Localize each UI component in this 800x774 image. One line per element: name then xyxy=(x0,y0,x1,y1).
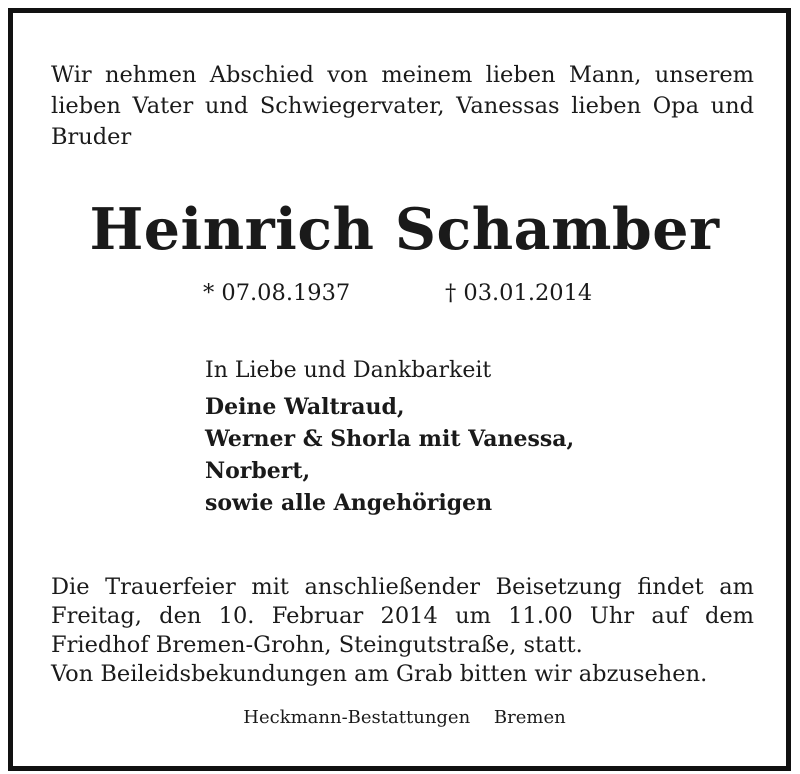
condolence-request: Von Beileidsbekundungen am Grab bitten wir abzusehen. xyxy=(51,661,708,687)
mourners-block xyxy=(205,355,574,519)
mourner-name: sowie alle Angehörigen xyxy=(205,490,493,516)
greeting: In Liebe und Dankbarkeit xyxy=(205,358,492,383)
funeral-details: Die Trauerfeier mit anschließender Beisetzung findet am Freitag, den 10. Februar 2014 um 11.00 Uhr auf dem Friedhof Bremen-Grohn, Steingutstraße, statt. xyxy=(51,574,754,658)
mourner-list xyxy=(205,391,574,519)
death-date: † 03.01.2014 xyxy=(445,280,593,306)
undertaker-city: Bremen xyxy=(493,707,566,728)
undertaker-footer xyxy=(13,705,796,731)
intro-text: Wir nehmen Abschied von meinem lieben Mann, unserem lieben Vater und Schwiegervater, Vanessas lieben Opa und Bruder xyxy=(51,62,754,150)
mourner-name: Deine Waltraud, xyxy=(205,394,405,420)
birth-date: * 07.08.1937 xyxy=(203,280,351,306)
funeral-info xyxy=(51,573,754,689)
mourner-name: Werner & Shorla mit Vanessa, xyxy=(205,426,575,452)
obituary-frame xyxy=(8,8,791,771)
deceased-name: Heinrich Schamber xyxy=(89,196,720,263)
undertaker-name: Heckmann-Bestattungen xyxy=(243,707,471,728)
mourner-name: Norbert, xyxy=(205,458,311,484)
